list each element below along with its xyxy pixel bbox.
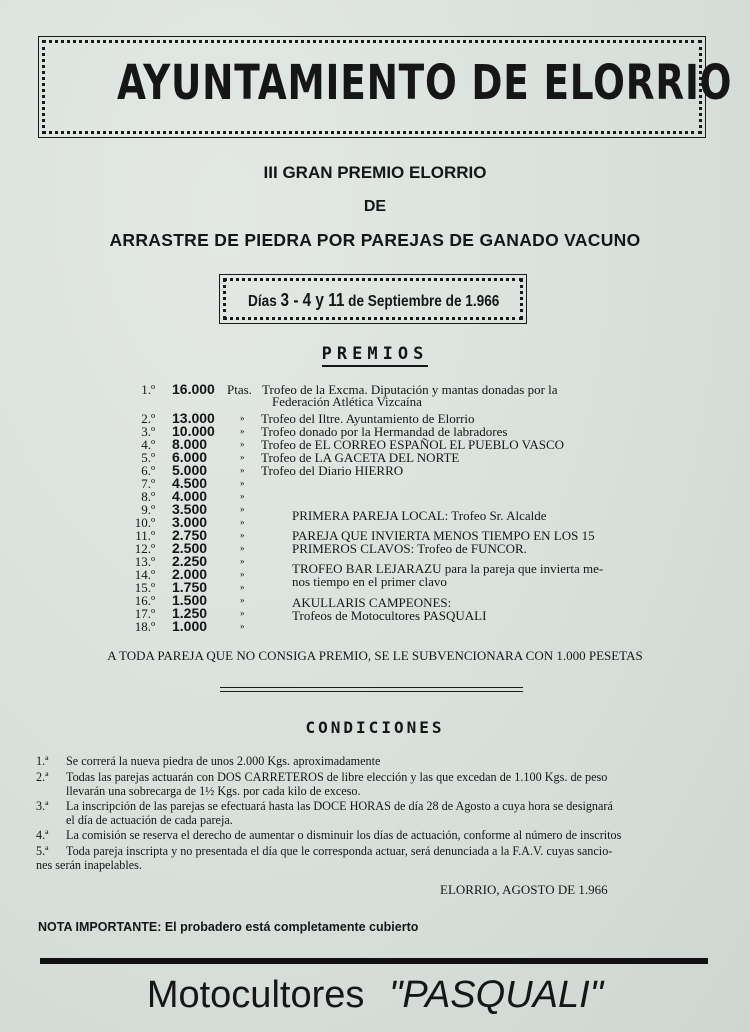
prize-ordinal: 12.º: [134, 541, 155, 556]
prize-ordinal: 5.º: [141, 450, 155, 465]
divider-rule-bottom: [220, 691, 523, 692]
prize-currency: Ptas.: [227, 382, 252, 397]
prize-ordinal: 9.º: [141, 502, 155, 517]
ditto-mark: »: [240, 608, 245, 618]
footer-rule: [40, 958, 708, 964]
prize-amount: 2.500: [172, 540, 208, 556]
footer-brand-prefix: Motocultores: [146, 974, 365, 1016]
nota-importante: NOTA IMPORTANTE: El probadero está completamente cubierto: [38, 920, 419, 934]
prize-ordinal: 11.º: [135, 528, 155, 543]
dates-days: 3 - 4 y 11: [280, 290, 345, 310]
event-name: III GRAN PREMIO ELORRIO: [263, 163, 487, 182]
ditto-mark: »: [240, 426, 245, 436]
prize-amount: 2.750: [172, 527, 208, 543]
prize-1-continuation: Federación Atlética Vizcaína: [272, 394, 422, 409]
place-date: ELORRIO, AGOSTO DE 1.966: [440, 882, 608, 897]
ditto-mark: »: [240, 439, 245, 449]
prize-description: Trofeo del Iltre. Ayuntamiento de Elorrio: [261, 411, 475, 426]
ditto-mark: »: [240, 478, 245, 488]
prize-amount: 1.000: [172, 618, 208, 634]
prize-row: [0, 464, 750, 477]
prize-ordinal: 4.º: [141, 437, 155, 452]
condiciones-heading: CONDICIONES: [305, 718, 445, 737]
prize-amount: 4.000: [172, 488, 208, 504]
ditto-mark: »: [240, 452, 245, 462]
ditto-mark: »: [240, 504, 245, 514]
event-dates: [248, 290, 498, 311]
prize-amount: 8.000: [172, 436, 208, 452]
dates-suffix: de Septiembre de 1.966: [348, 293, 500, 310]
prize-ordinal: 10.º: [134, 515, 155, 530]
ditto-mark: »: [240, 543, 245, 553]
ditto-mark: »: [240, 491, 245, 501]
ditto-mark: »: [240, 517, 245, 527]
title-frame: [42, 40, 733, 134]
prize-row: [0, 477, 750, 490]
prize-amount: 3.000: [172, 514, 208, 530]
ditto-mark: »: [240, 530, 245, 540]
prize-amount: 2.000: [172, 566, 208, 582]
footer-brand: [0, 974, 750, 1017]
prize-amount: 6.000: [172, 449, 208, 465]
prize-amount: 4.500: [172, 475, 208, 491]
prize-description: Trofeo donado por la Hermandad de labradores: [261, 424, 508, 439]
prize-ordinal: 16.º: [134, 593, 155, 608]
prize-ordinal: 15.º: [134, 580, 155, 595]
extra-menos-tiempo: PAREJA QUE INVIERTA MENOS TIEMPO EN LOS 15: [292, 528, 595, 543]
prize-ordinal: 7.º: [141, 476, 155, 491]
prize-ordinal: 18.º: [134, 619, 155, 634]
prize-ordinal: 8.º: [141, 489, 155, 504]
prize-description: Trofeo de EL CORREO ESPAÑOL EL PUEBLO VASCO: [261, 437, 565, 452]
extra-akullaris-line2: Trofeos de Motocultores PASQUALI: [292, 608, 487, 623]
prize-amount: 13.000: [172, 410, 215, 426]
prize-amount: 1.750: [172, 579, 208, 595]
premios-heading: PREMIOS: [0, 344, 750, 364]
prize-amount: 1.250: [172, 605, 208, 621]
extra-local: PRIMERA PAREJA LOCAL: Trofeo Sr. Alcalde: [292, 508, 547, 523]
prize-amount: 1.500: [172, 592, 208, 608]
event-subtitle: ARRASTRE DE PIEDRA POR PAREJAS DE GANADO VACUNO: [109, 230, 641, 250]
prize-description: Trofeo de la Excma. Diputación y mantas donadas por la: [262, 382, 558, 397]
extra-bar-line1: TROFEO BAR LEJARAZU para la pareja que invierta me-: [292, 561, 604, 576]
ditto-mark: »: [240, 582, 245, 592]
prize-ordinal: 13.º: [134, 554, 155, 569]
prize-ordinal: 17.º: [134, 606, 155, 621]
footer-brand-name: "PASQUALI": [388, 974, 604, 1016]
ditto-mark: »: [240, 465, 245, 475]
prize-amount: 16.000: [172, 381, 215, 397]
ditto-mark: »: [240, 413, 245, 423]
prize-description: Trofeo de LA GACETA DEL NORTE: [261, 450, 460, 465]
prize-ordinal: 6.º: [141, 463, 155, 478]
dates-frame: [223, 278, 523, 320]
ditto-mark: »: [240, 621, 245, 631]
subvencion-note: A TODA PAREJA QUE NO CONSIGA PREMIO, SE LE SUBVENCIONARA CON 1.000 PESETAS: [107, 648, 643, 663]
prize-ordinal: 1.º: [141, 382, 155, 397]
prize-ordinal: 14.º: [134, 567, 155, 582]
ditto-mark: »: [240, 595, 245, 605]
event-connector: DE: [363, 198, 387, 215]
prize-row: [0, 490, 750, 503]
prize-description: Trofeo del Diario HIERRO: [261, 463, 404, 478]
page-title: AYUNTAMIENTO DE ELORRIO: [116, 55, 733, 111]
extra-clavos: PRIMEROS CLAVOS: Trofeo de FUNCOR.: [292, 541, 527, 556]
dates-prefix: Días: [248, 293, 277, 310]
prize-amount: 5.000: [172, 462, 208, 478]
extra-akullaris-line1: AKULLARIS CAMPEONES:: [292, 595, 452, 610]
prize-ordinal: 3.º: [141, 424, 155, 439]
ditto-mark: »: [240, 569, 245, 579]
prize-amount: 10.000: [172, 423, 215, 439]
extra-bar-line2: nos tiempo en el primer clavo: [292, 574, 447, 589]
prize-ordinal: 2.º: [141, 411, 155, 426]
prize-amount: 3.500: [172, 501, 208, 517]
prize-amount: 2.250: [172, 553, 208, 569]
ditto-mark: »: [240, 556, 245, 566]
divider-rule-top: [220, 687, 523, 688]
